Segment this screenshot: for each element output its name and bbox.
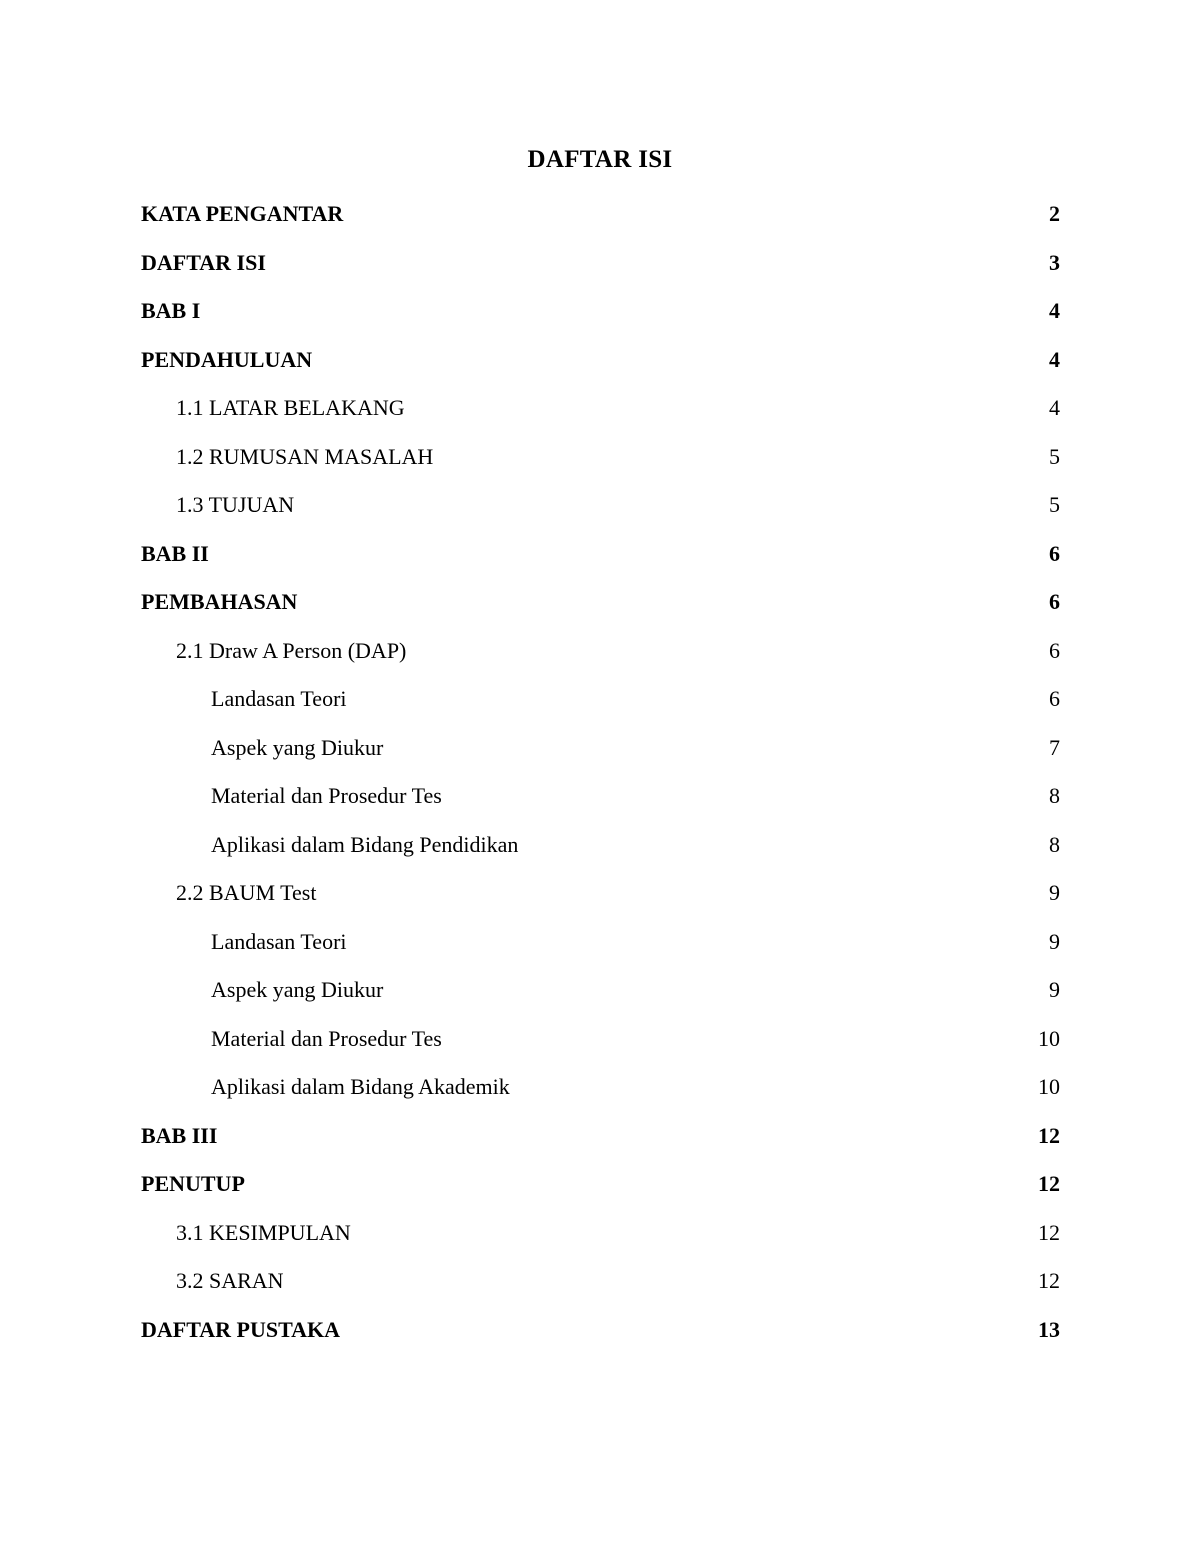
toc-entry-page-number: 4: [1049, 395, 1060, 420]
toc-entry-page-number: 5: [1049, 492, 1060, 517]
toc-entry[interactable]: [141, 1070, 1060, 1119]
toc-entry-page-number: 12: [1038, 1122, 1060, 1148]
toc-entry-label: Aplikasi dalam Bidang Akademik: [211, 1074, 510, 1099]
toc-entry-label: 3.1 KESIMPULAN: [176, 1219, 351, 1245]
toc-entry[interactable]: [141, 197, 1060, 246]
toc-entry-label: Material dan Prosedur Tes: [211, 783, 442, 808]
toc-entry-label: Aspek yang Diukur: [211, 977, 384, 1002]
toc-entry[interactable]: [141, 1119, 1060, 1168]
toc-entry-page-number: 10: [1038, 1074, 1060, 1099]
toc-entry[interactable]: [141, 343, 1060, 392]
toc-entry[interactable]: [141, 1264, 1060, 1313]
toc-entry[interactable]: [141, 634, 1060, 683]
toc-entry-page-number: 5: [1049, 443, 1060, 469]
toc-entry-page-number: 3: [1049, 249, 1060, 275]
toc-entry[interactable]: [141, 731, 1060, 780]
toc-entry-page-number: 8: [1049, 831, 1060, 857]
toc-entry-page-number: 6: [1049, 589, 1060, 614]
toc-entry-page-number: 10: [1038, 1025, 1060, 1051]
toc-entry[interactable]: [141, 1216, 1060, 1265]
toc-entry-label: Landasan Teori: [211, 686, 347, 711]
toc-entry-page-number: 12: [1038, 1219, 1060, 1245]
toc-entry[interactable]: [141, 246, 1060, 295]
toc-entry-label: Landasan Teori: [211, 928, 347, 954]
toc-entry-page-number: 4: [1049, 346, 1060, 372]
toc-entry[interactable]: [141, 488, 1060, 537]
toc-entry-label: 1.2 RUMUSAN MASALAH: [176, 443, 434, 469]
toc-entry-page-number: 6: [1049, 540, 1060, 566]
toc-entry-label: 1.3 TUJUAN: [176, 492, 295, 517]
toc-entry-label: Aspek yang Diukur: [211, 734, 384, 760]
toc-entry-label: DAFTAR ISI: [141, 249, 266, 275]
toc-entry-page-number: 4: [1049, 298, 1060, 323]
toc-entry-label: BAB III: [141, 1122, 218, 1148]
toc-entry-page-number: 6: [1049, 686, 1060, 711]
toc-entry[interactable]: [141, 294, 1060, 343]
toc-entry[interactable]: [141, 391, 1060, 440]
toc-entry-label: 2.2 BAUM Test: [176, 880, 317, 905]
toc-entry[interactable]: [141, 585, 1060, 634]
toc-entry-label: BAB II: [141, 540, 209, 566]
toc-entry[interactable]: [141, 537, 1060, 586]
toc-entry-label: Aplikasi dalam Bidang Pendidikan: [211, 831, 519, 857]
toc-entry-page-number: 12: [1038, 1171, 1060, 1196]
toc-entry[interactable]: [141, 682, 1060, 731]
toc-entry[interactable]: [141, 876, 1060, 925]
toc-entry-page-number: 6: [1049, 637, 1060, 663]
toc-entry-label: DAFTAR PUSTAKA: [141, 1316, 341, 1342]
toc-entry[interactable]: [141, 828, 1060, 877]
toc-entry[interactable]: [141, 440, 1060, 489]
toc-entry-page-number: 7: [1049, 734, 1060, 760]
toc-entry-page-number: 2: [1049, 201, 1060, 226]
toc-title: DAFTAR ISI: [527, 146, 673, 173]
toc-entry-page-number: 9: [1049, 880, 1060, 905]
toc-entry-label: PENDAHULUAN: [141, 346, 313, 372]
toc-entry-label: PENUTUP: [141, 1171, 245, 1196]
toc-entry-label: BAB I: [141, 298, 201, 323]
toc-entry[interactable]: [141, 925, 1060, 974]
toc-entry-label: PEMBAHASAN: [141, 589, 298, 614]
toc-entry-label: 3.2 SARAN: [176, 1268, 284, 1293]
toc-entry[interactable]: [141, 973, 1060, 1022]
toc-entry-page-number: 9: [1049, 977, 1060, 1002]
toc-entry-page-number: 8: [1049, 783, 1060, 808]
toc-entry-page-number: 12: [1038, 1268, 1060, 1293]
toc-entry-page-number: 9: [1049, 928, 1060, 954]
toc-entry-label: 2.1 Draw A Person (DAP): [176, 637, 407, 663]
toc-entry[interactable]: [141, 1313, 1060, 1362]
toc-entry-label: KATA PENGANTAR: [141, 201, 344, 226]
toc-entry[interactable]: [141, 1167, 1060, 1216]
toc-entry-label: Material dan Prosedur Tes: [211, 1025, 442, 1051]
toc-list: [141, 197, 1060, 1361]
toc-entry-page-number: 13: [1038, 1316, 1060, 1342]
toc-entry-label: 1.1 LATAR BELAKANG: [176, 395, 405, 420]
toc-entry[interactable]: [141, 779, 1060, 828]
toc-entry[interactable]: [141, 1022, 1060, 1071]
